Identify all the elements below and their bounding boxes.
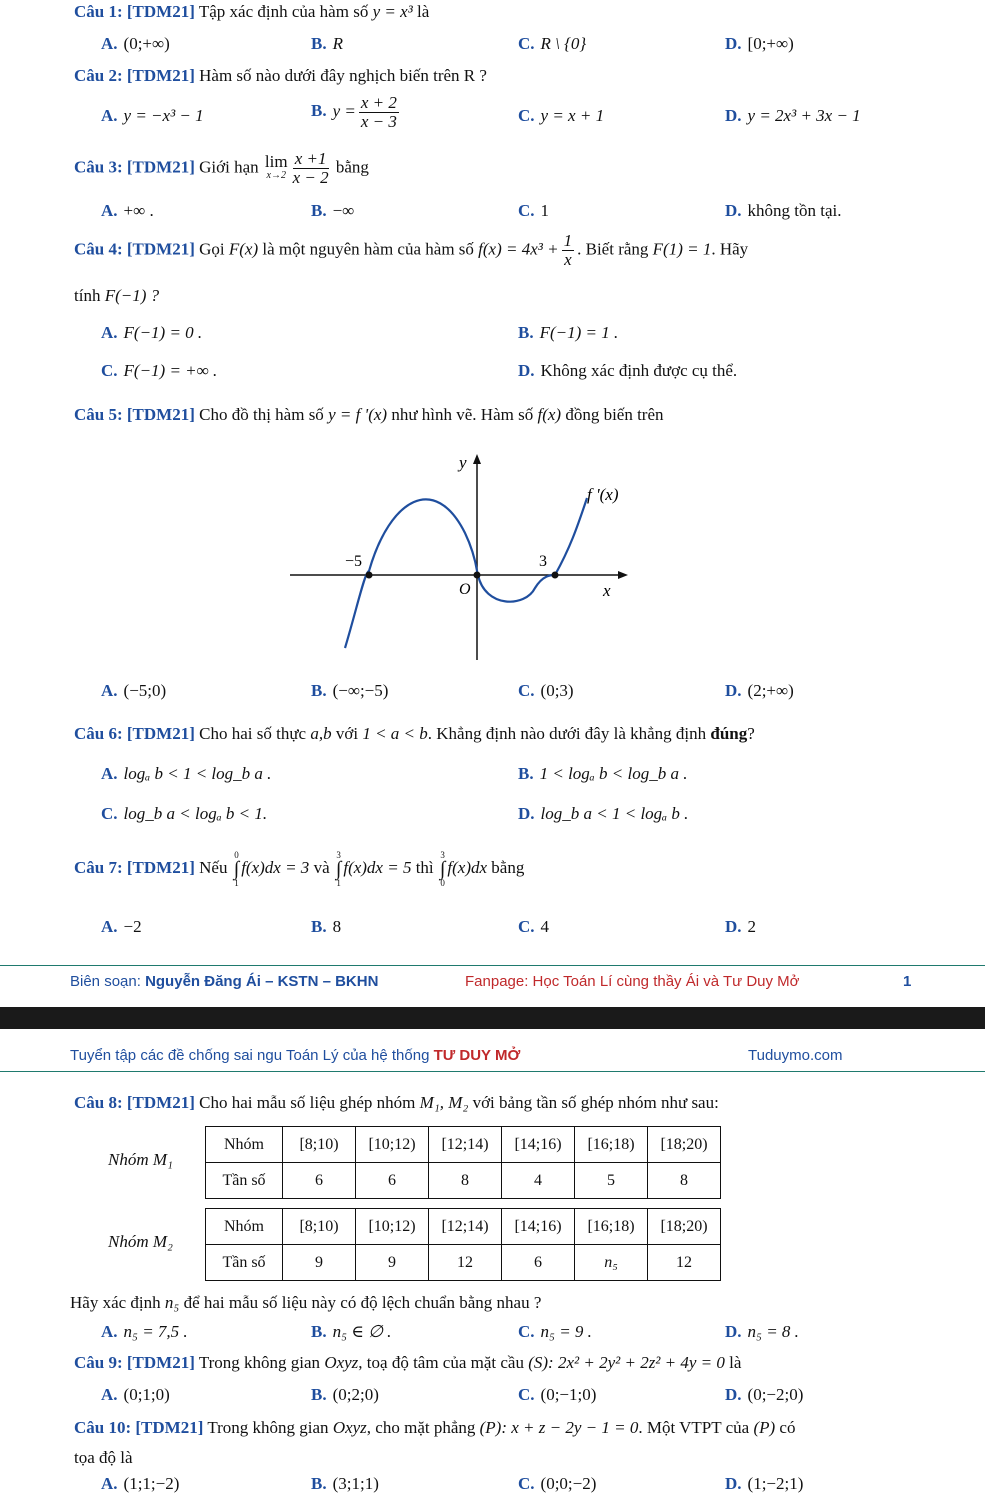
q6-option-c[interactable]: C. log_b a < logₐ b < 1.	[101, 804, 268, 823]
q8-option-c[interactable]: C. n₅ = 9 .	[518, 1322, 592, 1341]
table-row: Nhóm [8;10) [10;12) [12;14) [14;16) [16;18) [18;20)	[206, 1127, 721, 1163]
group-m2-label: Nhóm M₂	[108, 1232, 173, 1251]
question-10-line2: tọa độ là	[74, 1448, 133, 1467]
footer-author: Biên soạn: Nguyễn Đăng Ái – KSTN – BKHN	[70, 973, 379, 990]
q6-option-a[interactable]: A. logₐ b < 1 < log_b a .	[101, 764, 272, 783]
q8-option-b[interactable]: B. n₅ ∈ ∅ .	[311, 1322, 392, 1341]
q2-option-c[interactable]: C. y = x + 1	[518, 106, 605, 125]
q7-option-b[interactable]: B. 8	[311, 917, 342, 936]
question-10: Câu 10: [TDM21] Trong không gian Oxyz, cho mặt phẳng (P): x + z − 2y − 1 = 0. Một VTPT của (P) có	[74, 1418, 796, 1437]
frequency-table-m1	[205, 1126, 721, 1199]
q9-option-a[interactable]: A. (0;1;0)	[101, 1385, 170, 1404]
footer-fanpage[interactable]: Fanpage: Học Toán Lí cùng thầy Ái và Tư Duy Mở	[465, 973, 800, 990]
y-axis-arrow	[473, 454, 481, 464]
question-3: Câu 3: [TDM21] Giới hạn lim x→2 $\frac{x +1}{x - 2}$ bằng	[74, 149, 369, 187]
q5-option-d[interactable]: D. (2;+∞)	[725, 681, 794, 700]
question-4: Câu 4: [TDM21] Gọi F(x) là một nguyên hàm của hàm số f(x) = 4x³ + $\frac{1}{x}$ . Biết rằng F(1) = 1. Hãy	[74, 231, 749, 269]
question-1: Câu 1: [TDM21] Tập xác định của hàm số y = x³ là	[74, 2, 430, 21]
frequency-table-m2	[205, 1208, 721, 1281]
table-row: Nhóm [8;10) [10;12) [12;14) [14;16) [16;18) [18;20)	[206, 1209, 721, 1245]
q2-option-b[interactable]: B. y = $\frac{x + 2}{x - 3}$	[311, 93, 397, 131]
curve-label: f '(x)	[587, 485, 619, 504]
derivative-graph	[285, 448, 635, 663]
q3-option-d[interactable]: D. không tồn tại.	[725, 201, 842, 220]
q4-option-a[interactable]: A. F(−1) = 0 .	[101, 323, 203, 342]
question-8-prompt: Hãy xác định n₅ để hai mẫu số liệu này có độ lệch chuẩn bằng nhau ?	[70, 1293, 542, 1312]
question-6: Câu 6: [TDM21] Cho hai số thực a,b với 1 < a < b. Khẳng định nào dưới đây là khẳng định đúng?	[74, 724, 755, 743]
x-axis-arrow	[618, 571, 628, 579]
q8-option-d[interactable]: D. n₅ = 8 .	[725, 1322, 799, 1341]
q7-option-a[interactable]: A. −2	[101, 917, 142, 936]
q4-option-c[interactable]: C. F(−1) = +∞ .	[101, 361, 218, 380]
q1-option-d[interactable]: D. [0;+∞)	[725, 34, 794, 53]
question-4-line2: tính F(−1) ?	[74, 286, 160, 305]
derivative-curve	[345, 498, 587, 648]
y-axis-label: y	[459, 453, 467, 472]
q9-option-c[interactable]: C. (0;−1;0)	[518, 1385, 597, 1404]
root-0-dot	[474, 572, 481, 579]
tick-neg5: −5	[345, 553, 363, 570]
question-5: Câu 5: [TDM21] Cho đồ thị hàm số y = f '(x) như hình vẽ. Hàm số f(x) đồng biến trên	[74, 405, 664, 424]
page-number: 1	[903, 973, 912, 990]
group-m1-label: Nhóm M₁	[108, 1150, 173, 1169]
q3-option-c[interactable]: C. 1	[518, 201, 550, 220]
q1-option-c[interactable]: C. R \ {0}	[518, 34, 587, 53]
q5-option-a[interactable]: A. (−5;0)	[101, 681, 167, 700]
header-series: Tuyển tập các đề chống sai ngu Toán Lý của hệ thống TƯ DUY MỞ	[70, 1047, 521, 1064]
q4-option-b[interactable]: B. F(−1) = 1 .	[518, 323, 619, 342]
q10-option-b[interactable]: B. (3;1;1)	[311, 1474, 379, 1493]
question-2: Câu 2: [TDM21] Hàm số nào dưới đây nghịch biến trên R ?	[74, 66, 487, 85]
origin-label: O	[459, 581, 471, 598]
q9-option-d[interactable]: D. (0;−2;0)	[725, 1385, 804, 1404]
q3-option-b[interactable]: B. −∞	[311, 201, 355, 220]
page-break	[0, 1007, 985, 1029]
header-rule	[0, 1071, 985, 1072]
q8-option-a[interactable]: A. n₅ = 7,5 .	[101, 1322, 188, 1341]
q3-option-a[interactable]: A. +∞ .	[101, 201, 154, 220]
q7-option-c[interactable]: C. 4	[518, 917, 550, 936]
q6-option-d[interactable]: D. log_b a < 1 < logₐ b .	[518, 804, 689, 823]
question-7: Câu 7: [TDM21] Nếu 0 ∫ 1 f(x)dx = 3 và 3 ∫ 1 f(x)dx = 5 thì 3 ∫ 0 f(x)dx bằng	[74, 850, 525, 888]
q1-option-a[interactable]: A. (0;+∞)	[101, 34, 170, 53]
q6-option-b[interactable]: B. 1 < logₐ b < log_b a .	[518, 764, 688, 783]
table-row: Tần số 9 9 12 6 n₅ 12	[206, 1245, 721, 1281]
q7-option-d[interactable]: D. 2	[725, 917, 757, 936]
q10-option-c[interactable]: C. (0;0;−2)	[518, 1474, 597, 1493]
q1-option-b[interactable]: B. R	[311, 34, 343, 53]
q10-option-d[interactable]: D. (1;−2;1)	[725, 1474, 804, 1493]
q2-option-a[interactable]: A. y = −x³ − 1	[101, 106, 204, 125]
header-website[interactable]: Tuduymo.com	[748, 1047, 843, 1064]
footer-rule	[0, 965, 985, 966]
tick-3: 3	[539, 553, 547, 570]
q5-option-c[interactable]: C. (0;3)	[518, 681, 574, 700]
q2-option-d[interactable]: D. y = 2x³ + 3x − 1	[725, 106, 861, 125]
q4-option-d[interactable]: D. Không xác định được cụ thể.	[518, 361, 738, 380]
question-9: Câu 9: [TDM21] Trong không gian Oxyz, toạ độ tâm của mặt cầu (S): 2x² + 2y² + 2z² + 4y = 0 là	[74, 1353, 742, 1372]
table-row: Tần số 6 6 8 4 5 8	[206, 1163, 721, 1199]
question-8: Câu 8: [TDM21] Cho hai mẫu số liệu ghép nhóm M₁, M₂ với bảng tần số ghép nhóm như sau:	[74, 1093, 719, 1112]
root-neg5-dot	[366, 572, 373, 579]
q9-option-b[interactable]: B. (0;2;0)	[311, 1385, 379, 1404]
root-3-dot	[552, 572, 559, 579]
q5-option-b[interactable]: B. (−∞;−5)	[311, 681, 389, 700]
question-1-head: Câu 1: [TDM21]	[74, 2, 195, 21]
x-axis-label: x	[603, 581, 611, 600]
q10-option-a[interactable]: A. (1;1;−2)	[101, 1474, 180, 1493]
